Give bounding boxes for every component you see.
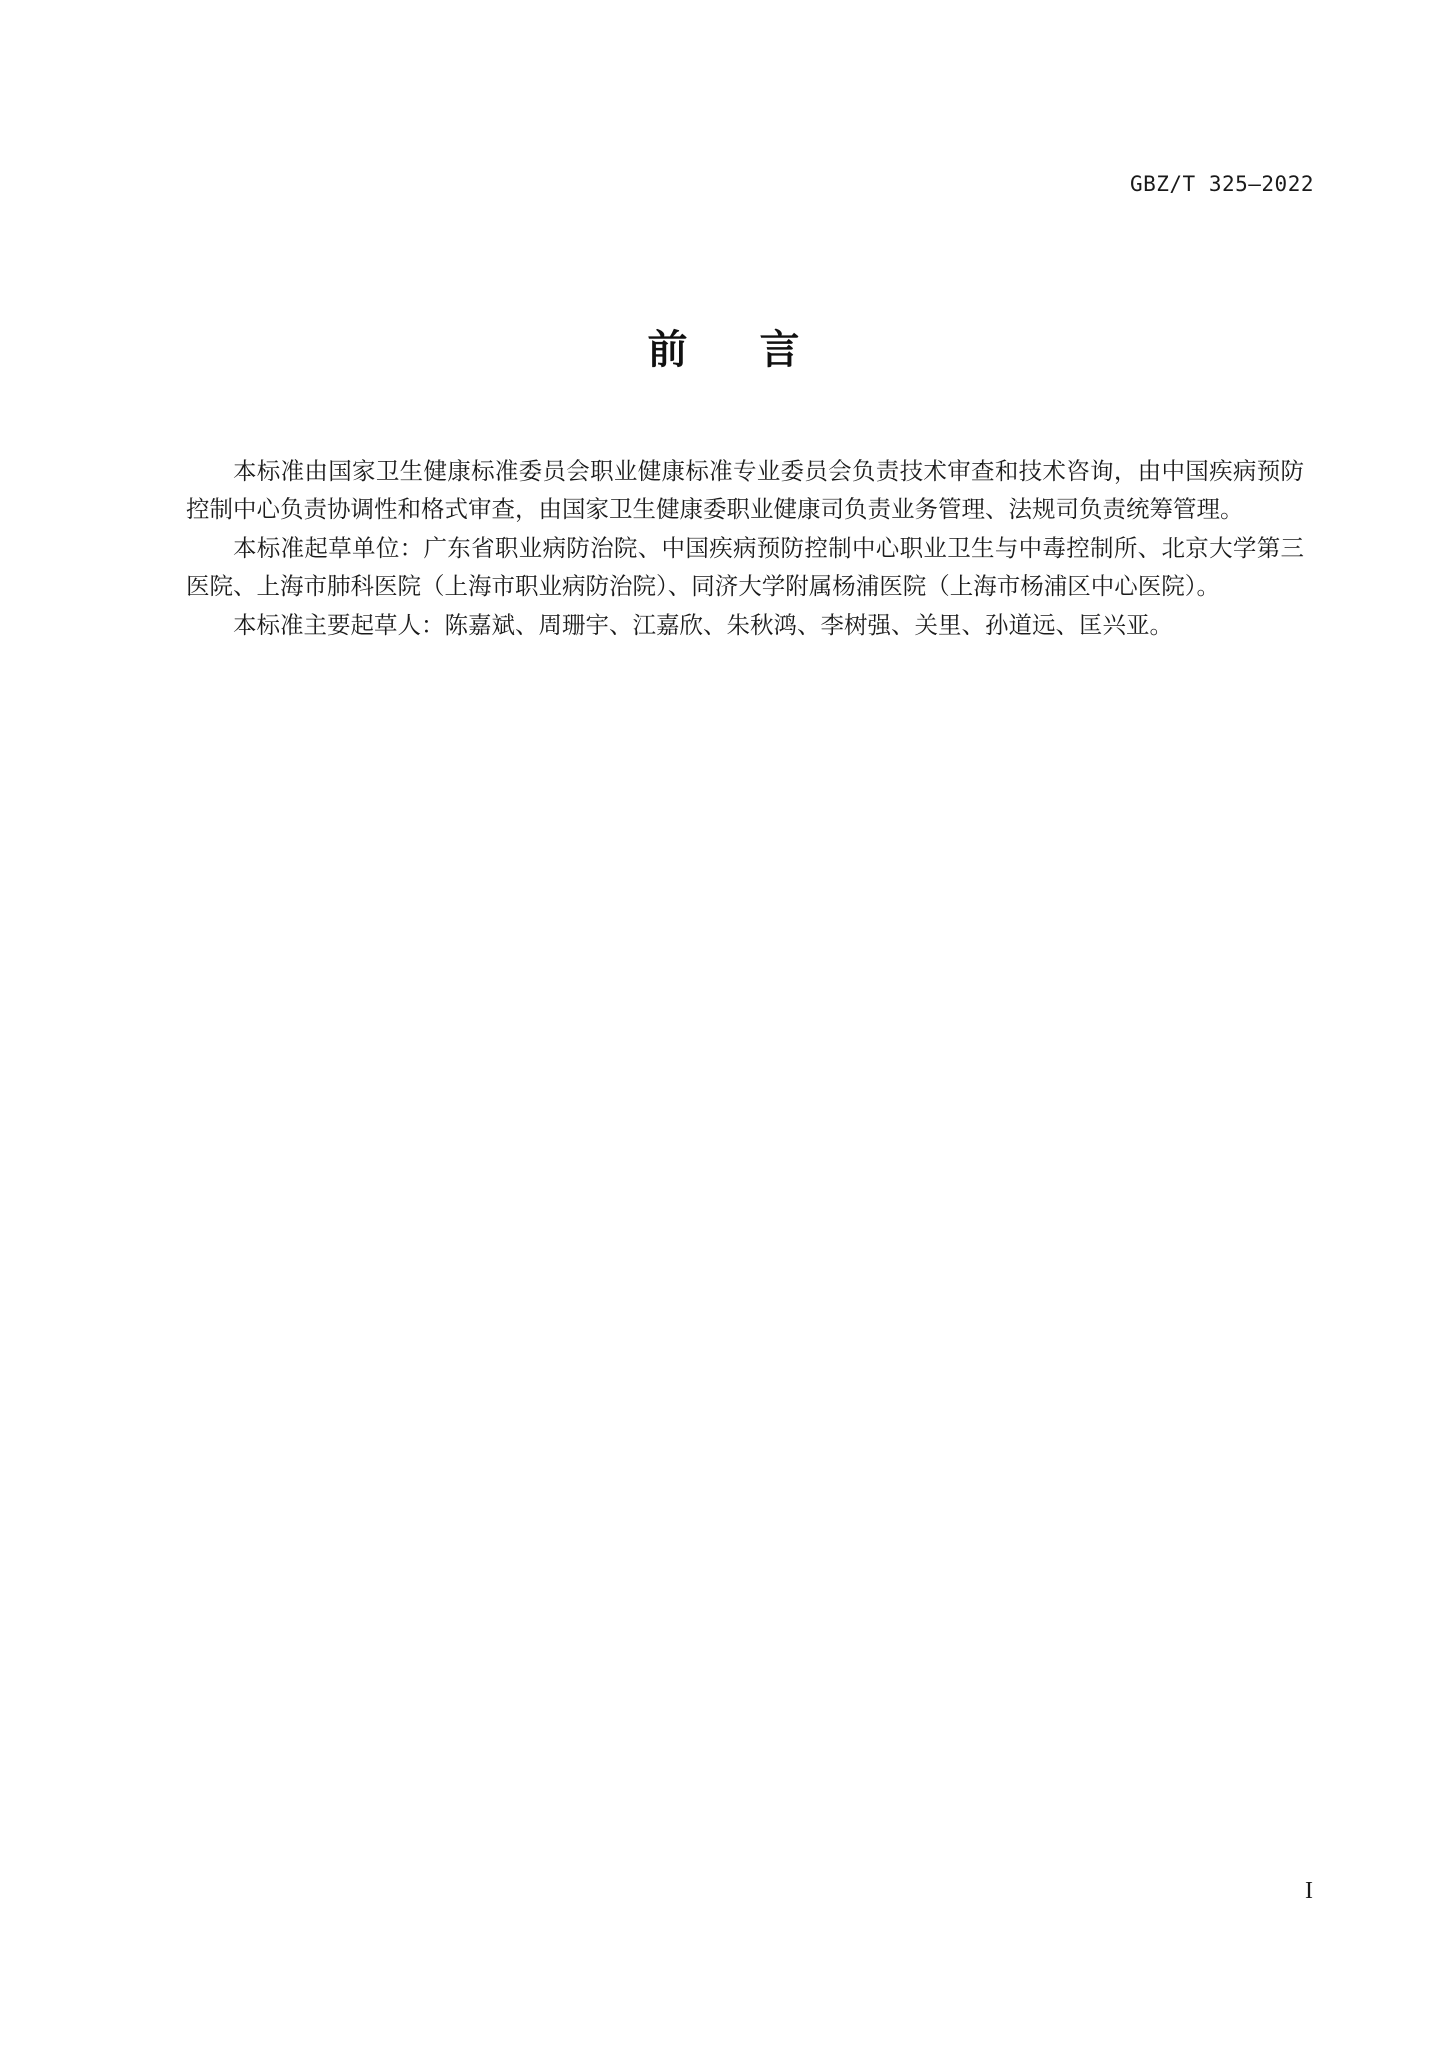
paragraph-drafting-units: 本标准起草单位：广东省职业病防治院、中国疾病预防控制中心职业卫生与中毒控制所、北京大学第三医院、上海市肺科医院（上海市职业病防治院）、同济大学附属杨浦医院（上海市杨浦区中心医院）。 (186, 534, 1304, 600)
page-title: 前言 (647, 327, 872, 373)
paragraph-review-responsibility: 本标准由国家卫生健康标准委员会职业健康标准专业委员会负责技术审查和技术咨询，由中国疾病预防控制中心负责协调性和格式审查，由国家卫生健康委职业健康司负责业务管理、法规司负责统筹管理。 (186, 457, 1304, 523)
page-number: I (1305, 1878, 1313, 1904)
foreword-body (186, 452, 1304, 645)
standard-code: GBZ/T 325—2022 (1129, 172, 1314, 196)
paragraph-main-drafters: 本标准主要起草人：陈嘉斌、周珊宇、江嘉欣、朱秋鸿、李树强、关里、孙道远、匡兴亚。 (233, 611, 1173, 639)
